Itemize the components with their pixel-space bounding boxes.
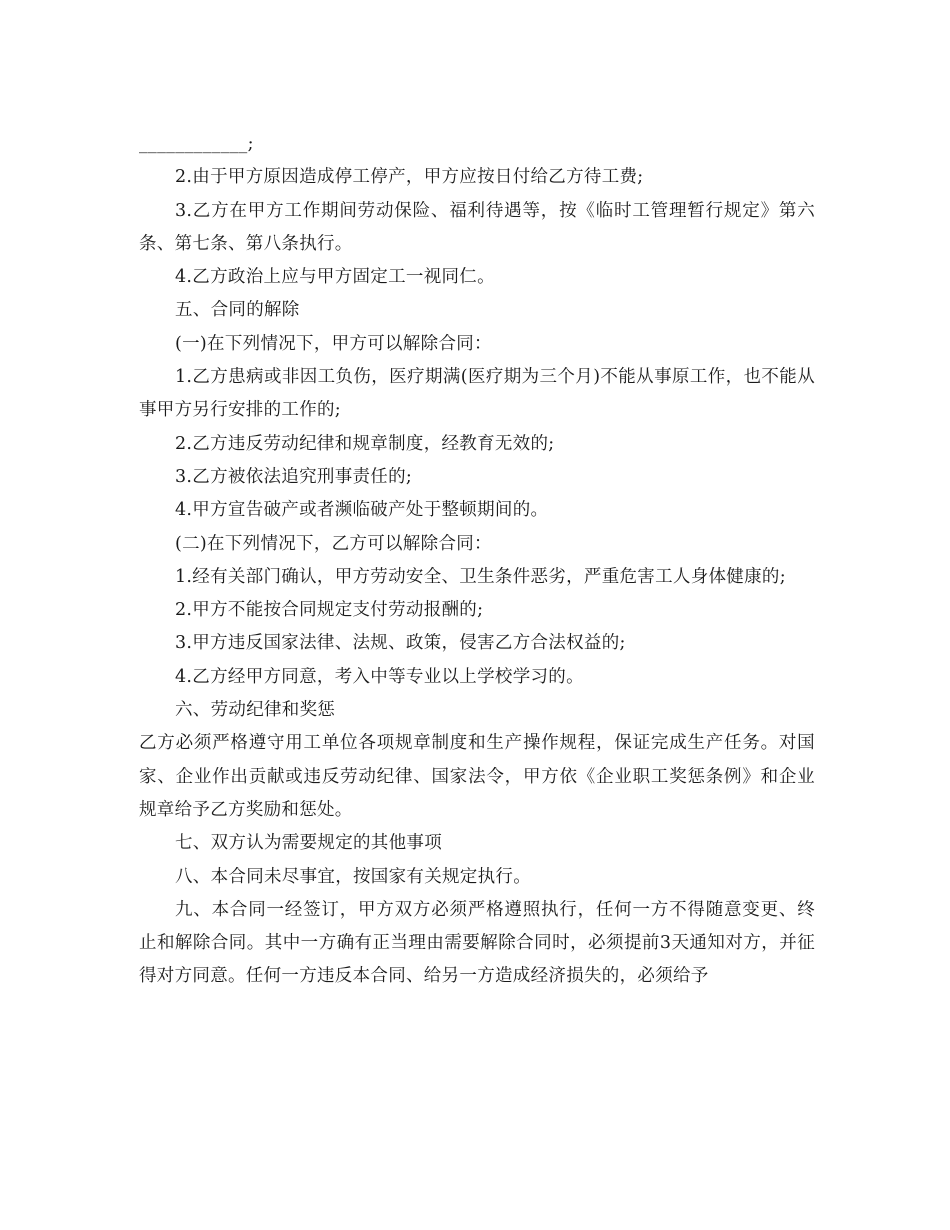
paragraph: 4.乙方经甲方同意，考入中等专业以上学校学习的。 <box>175 666 584 687</box>
paragraph: 3.甲方违反国家法律、法规、政策，侵害乙方合法权益的; <box>175 633 626 654</box>
section-heading: 五、合同的解除 <box>175 300 300 321</box>
paragraph: 乙方必须严格遵守用工单位各项规章制度和生产操作规程，保证完成生产任务。对国家、企业作出贡献或违反劳动纪律、国家法令，甲方依《企业职工奖惩条例》和企业规章给予乙方奖励和惩处。 <box>139 733 815 820</box>
section-heading: 八、本合同未尽事宜，按国家有关规定执行。 <box>175 866 531 887</box>
document-body <box>139 128 815 994</box>
paragraph: 1.乙方患病或非因工负伤，医疗期满(医疗期为三个月)不能从事原工作，也不能从事甲方另行安排的工作的; <box>139 367 815 421</box>
paragraph: 4.乙方政治上应与甲方固定工一视同仁。 <box>175 267 495 288</box>
paragraph: (一)在下列情况下，甲方可以解除合同： <box>175 333 492 354</box>
section-heading: 七、双方认为需要规定的其他事项 <box>175 833 442 854</box>
section-heading: 六、劳动纪律和奖惩 <box>175 700 336 721</box>
paragraph: 2.甲方不能按合同规定支付劳动报酬的; <box>175 600 484 621</box>
paragraph: 2.由于甲方原因造成停工停产，甲方应按日付给乙方待工费; <box>175 167 644 188</box>
paragraph: 2.乙方违反劳动纪律和规章制度，经教育无效的; <box>175 433 555 454</box>
paragraph: 4.甲方宣告破产或者濒临破产处于整顿期间的。 <box>175 500 549 521</box>
paragraph: ____________; <box>139 134 254 154</box>
paragraph: 3.乙方被依法追究刑事责任的; <box>175 466 413 487</box>
paragraph: (二)在下列情况下，乙方可以解除合同： <box>175 533 492 554</box>
section-heading: 九、本合同一经签订，甲方双方必须严格遵照执行，任何一方不得随意变更、终止和解除合同。其中一方确有正当理由需要解除合同时，必须提前3天通知对方，并征得对方同意。任何一方违反本合同、给另一方造成经济损失的，必须给予 <box>139 899 815 987</box>
paragraph: 1.经有关部门确认，甲方劳动安全、卫生条件恶劣，严重危害工人身体健康的; <box>175 566 786 587</box>
paragraph: 3.乙方在甲方工作期间劳动保险、福利待遇等，按《临时工管理暂行规定》第六条、第七条、第八条执行。 <box>139 200 815 254</box>
